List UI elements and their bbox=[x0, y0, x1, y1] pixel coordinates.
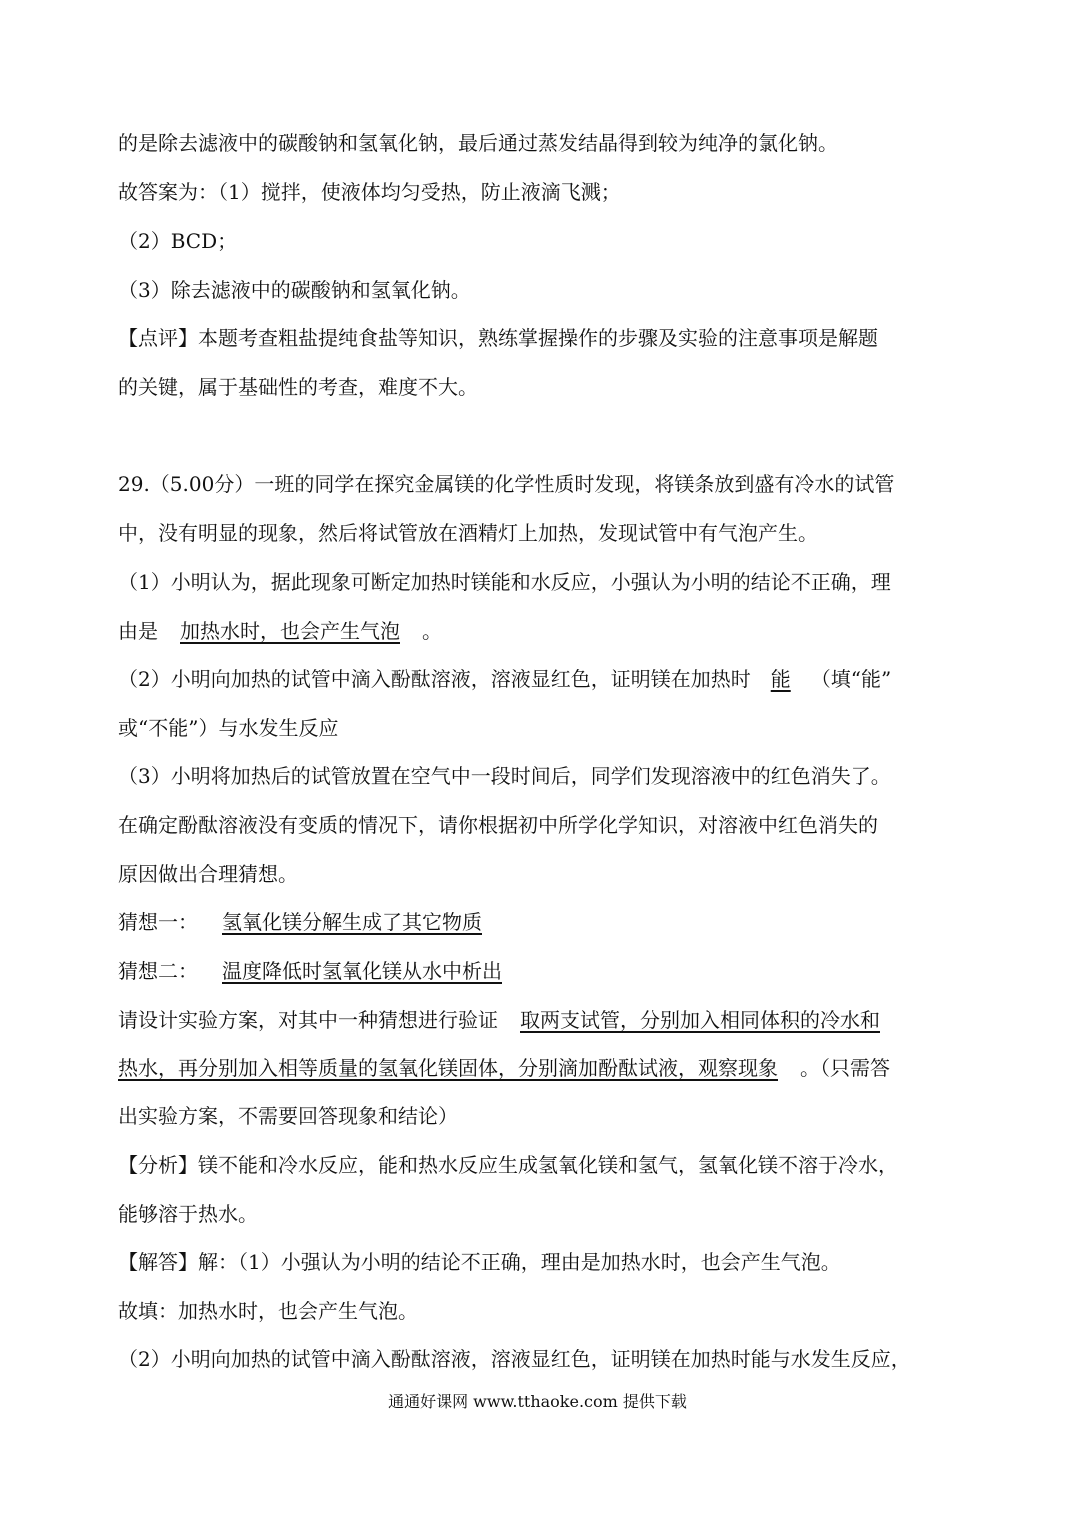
text-line: 【点评】本题考查粗盐提纯食盐等知识，熟练掌握操作的步骤及实验的注意事项是解题 bbox=[118, 326, 878, 350]
fill-line bbox=[118, 665, 965, 693]
answer-blank: 温度降低时氢氧化镁从水中析出 bbox=[222, 959, 502, 983]
answer-blank: 取两支试管，分别加入相同体积的冷水和 bbox=[520, 1008, 880, 1032]
text-line: （1）小明认为，据此现象可断定加热时镁能和水反应，小强认为小明的结论不正确，理 bbox=[118, 570, 891, 594]
fill-line bbox=[118, 908, 965, 936]
text-line: 原因做出合理猜想。 bbox=[118, 862, 298, 886]
fill-line bbox=[118, 957, 965, 985]
line-prefix: （2）小明向加热的试管中滴入酚酞溶液，溶液显红色，证明镁在加热时 bbox=[118, 667, 751, 691]
text-line: （3）小明将加热后的试管放置在空气中一段时间后，同学们发现溶液中的红色消失了。 bbox=[118, 764, 891, 788]
text-line: 或“不能”）与水发生反应 bbox=[118, 716, 339, 740]
line-prefix: 由是 bbox=[118, 619, 158, 643]
text-line: （2）BCD； bbox=[118, 229, 238, 253]
answer-blank: 热水，再分别加入相等质量的氢氧化镁固体，分别滴加酚酞试液，观察现象 bbox=[118, 1056, 778, 1080]
text-line: 故填：加热水时，也会产生气泡。 bbox=[118, 1299, 418, 1323]
line-suffix: （填“能” bbox=[810, 667, 892, 691]
line-prefix: 猜想二： bbox=[118, 959, 198, 983]
text-line: 故答案为：（1）搅拌，使液体均匀受热，防止液滴飞溅； bbox=[118, 180, 621, 204]
text-line: （3）除去滤液中的碳酸钠和氢氧化钠。 bbox=[118, 278, 471, 302]
text-line: 能够溶于热水。 bbox=[118, 1202, 258, 1226]
text-line: 【解答】解：（1）小强认为小明的结论不正确，理由是加热水时，也会产生气泡。 bbox=[118, 1250, 841, 1274]
text-line: 【分析】镁不能和冷水反应，能和热水反应生成氢氧化镁和氢气，氢氧化镁不溶于冷水， bbox=[118, 1153, 898, 1177]
fill-line bbox=[118, 1006, 965, 1034]
line-suffix: 。 bbox=[422, 619, 442, 643]
fill-line bbox=[118, 617, 965, 645]
text-line: 的是除去滤液中的碳酸钠和氢氧化钠，最后通过蒸发结晶得到较为纯净的氯化钠。 bbox=[118, 131, 838, 155]
line-prefix: 猜想一： bbox=[118, 910, 198, 934]
answer-blank: 加热水时，也会产生气泡 bbox=[180, 619, 400, 643]
answer-blank: 能 bbox=[770, 667, 791, 691]
line-suffix: 。（只需答 bbox=[800, 1056, 890, 1080]
text-line: （2）小明向加热的试管中滴入酚酞溶液，溶液显红色，证明镁在加热时能与水发生反应， bbox=[118, 1347, 911, 1371]
text-line: 出实验方案，不需要回答现象和结论） bbox=[118, 1104, 458, 1128]
answer-blank: 氢氧化镁分解生成了其它物质 bbox=[222, 910, 482, 934]
fill-line bbox=[118, 1054, 965, 1082]
page-footer: 通通好课网 www.tthaoke.com 提供下载 bbox=[388, 1392, 687, 1411]
line-prefix: 请设计实验方案，对其中一种猜想进行验证 bbox=[118, 1008, 498, 1032]
text-line: 的关键，属于基础性的考查，难度不大。 bbox=[118, 375, 478, 399]
text-line: 在确定酚酞溶液没有变质的情况下，请你根据初中所学化学知识，对溶液中红色消失的 bbox=[118, 813, 878, 837]
question-29-line: 29.（5.00分）一班的同学在探究金属镁的化学性质时发现，将镁条放到盛有冷水的试管 bbox=[118, 472, 895, 496]
text-line: 中，没有明显的现象，然后将试管放在酒精灯上加热，发现试管中有气泡产生。 bbox=[118, 521, 818, 545]
